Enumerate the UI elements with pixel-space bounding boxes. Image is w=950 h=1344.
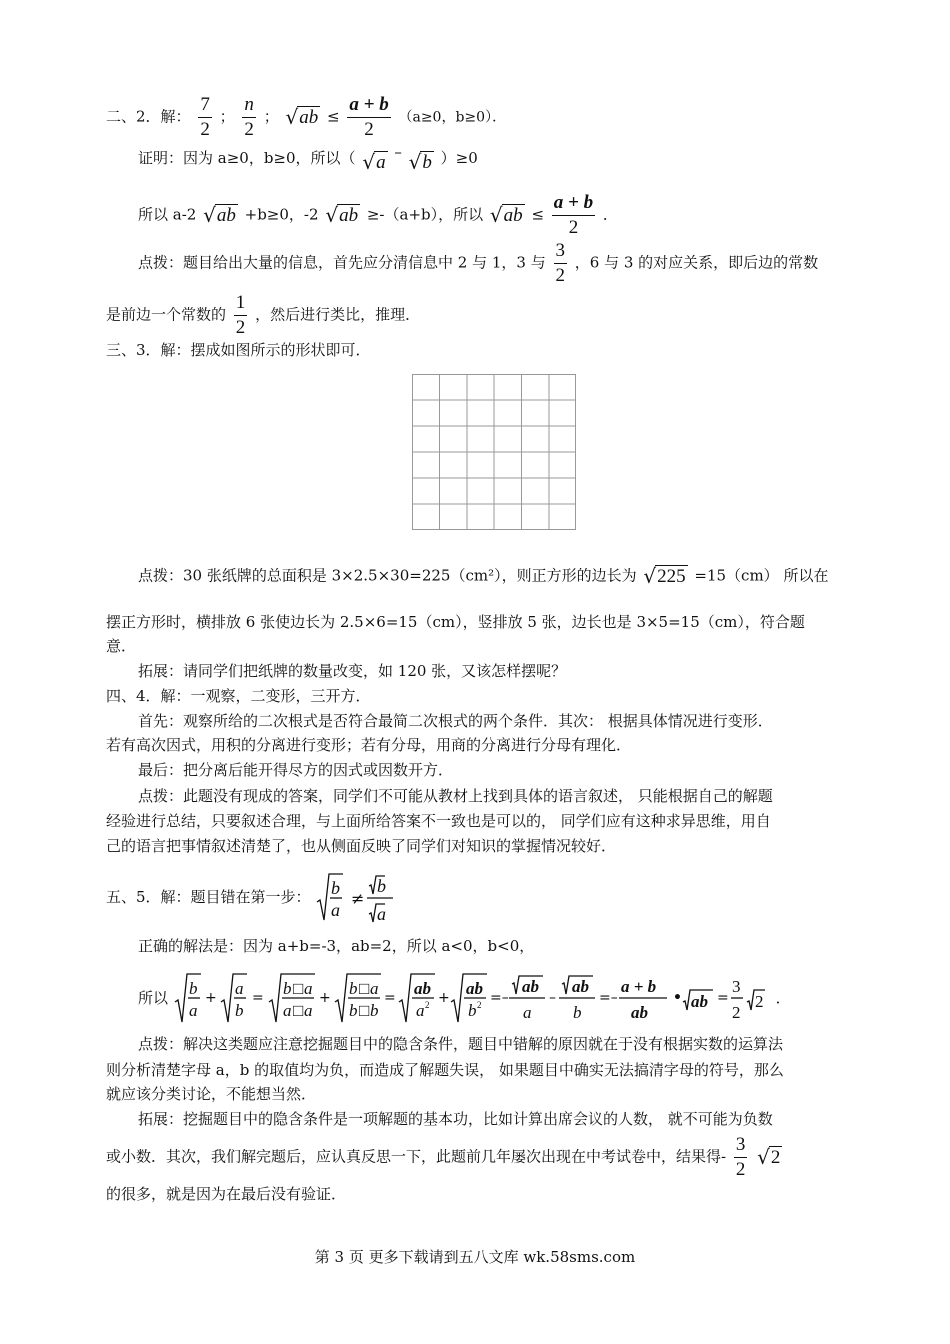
s3-tip-line-3: 意． [106,637,137,655]
s5-extension-line-2 [106,1134,784,1181]
frac-num: n [242,94,256,118]
s4-line-4: 最后：把分离后能开得尽方的因式或因数开方． [138,761,454,779]
svg-text:a: a [377,904,387,924]
svg-text:□: □ [358,979,370,998]
sqrt-2: √ 2 [757,1145,781,1169]
page-footer: 第 3 页 更多下载请到五八文库 wk.58sms.com [314,1248,636,1266]
frac-den: 2 [555,265,565,286]
period: ． [602,205,618,224]
separator: ； [219,107,235,126]
sqrt-body: ab [503,205,523,226]
s4-tip-line: 点拨：此题没有现成的答案，同学们不可能从教材上找到具体的语言叙述， 只能根据自己的解题 [138,787,773,805]
frac-den: 2 [235,317,246,338]
svg-text:•: • [672,990,682,1006]
sqrt-ab: √ ab [325,203,359,227]
s2-proof-line [138,142,478,174]
svg-text:a: a [303,1001,313,1020]
text: 点拨：题目给出大量的信息，首先应分清信息中 2 与 1，3 与 [138,253,546,272]
frac-den: 2 [735,1159,746,1180]
frac-num: a + b [347,94,390,118]
text: ，然后进行类比，推理． [255,305,421,324]
minus-sign: – [394,143,402,161]
svg-text:3: 3 [731,977,741,996]
svg-text:=: = [383,990,396,1006]
svg-text:a: a [282,1001,292,1020]
fraction-n-2 [242,94,256,141]
svg-text:a: a [331,900,341,920]
text: ，6 与 3 的对应关系，即后边的常数 [574,253,819,272]
frac-den: 2 [568,217,579,238]
svg-text:b: b [572,1003,582,1022]
sqrt-a: √ a [362,149,386,174]
svg-text:+: + [318,990,331,1006]
frac-num: 3 [554,240,568,264]
fraction-1-2 [234,292,248,339]
s2-answer-line [106,94,506,141]
svg-text:ab: ab [521,977,539,996]
frac-den: 2 [364,119,374,140]
svg-text:b: b [234,1001,244,1020]
svg-text:ab: ab [413,979,431,998]
text: ≥-（a+b），所以 [366,205,484,224]
sqrt-body: ab [299,107,319,128]
square-grid-figure [412,374,576,530]
s5-extension-line-3: 的很多，就是因为在最后没有验证． [106,1185,347,1203]
s5-tip-line-2: 则分析清楚字母 a，b 的取值均为负，而造成了解题失误， 如果题目中确实无法搞清字母的符号，那么 [106,1061,784,1079]
svg-text:□: □ [292,979,304,998]
s3-tip-line [138,565,828,588]
s5-tip-line: 点拨：解决这类题应注意挖掘题目中的隐含条件，题目中错解的原因就在于没有根据实数的运算法 [138,1035,784,1053]
svg-text:2: 2 [424,1000,430,1010]
fraction-7-2 [198,94,212,141]
text: 或小数．其次，我们解完题后，应认真反思一下，此题前几年屡次出现在中考试卷中，结果得- [106,1147,727,1166]
text: =15（cm） 所以在 [694,566,829,585]
svg-text:b: b [467,1001,477,1020]
sqrt-body: ab [339,205,359,226]
s5-extension-line: 拓展：挖掘题目中的隐含条件是一项解题的基本功，比如计算出席会议的人数， 就不可能为负数 [138,1110,773,1128]
text: 五、5．解：题目错在第一步： [106,888,311,906]
svg-text:–: – [548,990,556,1006]
sqrt-body: 225 [657,566,686,587]
s4-line-3: 若有高次因式，用积的分离进行变形；若有分母，用商的分离进行分母有理化． [106,736,632,754]
sqrt-body: 2 [770,1147,781,1168]
svg-text:a: a [188,1001,198,1020]
fraction-a-plus-b-2 [552,192,595,239]
svg-text:a: a [369,979,379,998]
text: 点拨：30 张纸牌的总面积是 3×2.5×30=225（cm²），则正方形的边长为 [138,566,637,585]
text: 所以 [138,989,169,1007]
s3-extension: 拓展：请同学们把纸牌的数量改变，如 120 张，又该怎样摆呢？ [138,662,567,680]
svg-text:ab: ab [571,977,589,996]
svg-text:b: b [377,876,387,896]
sqrt-b: √ b [408,149,432,174]
s4-tip-line-2: 经验进行总结，只要叙述合理，与上面所给答案不一致也是可以的， 同学们应有这种求异思维，用自 [106,812,771,830]
proof-text: 证明：因为 a≥0，b≥0，所以（ [138,149,356,167]
svg-text:+: + [204,990,217,1006]
svg-text:b: b [348,979,358,998]
svg-text:=–: =– [598,990,618,1006]
fraction-3-2 [554,240,568,287]
fraction-3-2 [734,1134,748,1181]
fraction-a-plus-b-2 [347,94,390,141]
svg-text:2: 2 [731,1003,741,1022]
svg-text:b: b [369,1001,379,1020]
frac-num: 7 [198,94,212,118]
svg-text:b: b [188,979,198,998]
text: 所以 a-2 [138,205,197,224]
frac-num: 3 [734,1134,748,1158]
svg-text:ab: ab [690,992,708,1011]
svg-text:+: + [437,990,450,1006]
svg-text:2: 2 [476,1000,482,1010]
svg-text:=: = [716,990,729,1006]
svg-text:a: a [415,1001,425,1020]
s5-solution-line [138,970,791,1026]
svg-text:b: b [331,878,341,898]
svg-text:a + b: a + b [620,977,656,996]
s2-tip-line-2 [106,292,420,339]
frac-den: 2 [200,119,210,140]
svg-text:□: □ [292,1001,304,1020]
sqrt-body: a [376,151,386,173]
sqrt-body: ab [216,205,236,226]
s3-tip-line-2: 摆正方形时，横排放 6 张使边长为 2.5×6=15（cm），竖排放 5 张，边长也是 3×5=15（cm），符合题 [106,613,805,631]
s5-answer-line [106,872,395,924]
s2-tip-line [138,240,818,287]
svg-text:a: a [234,979,244,998]
s3-answer-line: 三、3．解：摆成如图所示的形状即可． [106,341,371,359]
svg-text:b: b [348,1001,358,1020]
period: ． [775,989,791,1007]
sqrt-ab: √ ab [489,203,523,227]
svg-text:=: = [251,990,264,1006]
neq-sign: ≠ [351,889,365,908]
s4-line-2: 首先：观察所给的二次根式是否符合最简二次根式的两个条件．其次： 根据具体情况进行变形． [138,712,773,730]
svg-text:□: □ [358,1001,370,1020]
s2-label: 二、2．解： [106,107,191,126]
frac-num: 1 [234,292,248,316]
condition-text: （a≥0，b≥0）． [398,109,507,126]
sqrt-ab: √ ab [203,203,236,227]
frac-den: 2 [244,119,254,140]
svg-text:=–: =– [489,990,509,1006]
frac-num: a + b [552,192,595,216]
text: +b≥0，-2 [244,205,319,224]
svg-text:2: 2 [754,992,764,1011]
sqrt-225: √ 225 [643,564,686,588]
s4-answer-line: 四、4．解：一观察，二变形，三开方． [106,687,371,705]
svg-text:b: b [282,979,292,998]
proof-text-end: ）≥0 [440,149,478,167]
s5-tip-line-3: 就应该分类讨论，不能想当然． [106,1085,317,1103]
leq-sign: ≤ [531,205,545,224]
sqrt-ab: √ ab [285,105,319,129]
leq-sign: ≤ [327,107,340,126]
s2-derive-line [138,192,618,239]
text: 是前边一个常数的 [106,305,227,324]
s5-line-2: 正确的解法是：因为 a+b=-3，ab=2，所以 a<0，b<0， [138,937,535,955]
solution-expression [173,970,771,1026]
s4-tip-line-3: 己的语言把事情叙述清楚了，也从侧面反映了同学们对知识的掌握情况较好． [106,837,617,855]
sqrt-body: b [422,151,432,173]
separator: ； [263,107,279,126]
svg-text:a: a [522,1003,532,1022]
sqrt-b-over-a-neq [315,872,395,924]
svg-text:ab: ab [465,979,483,998]
svg-text:ab: ab [630,1003,648,1022]
svg-text:a: a [303,979,313,998]
